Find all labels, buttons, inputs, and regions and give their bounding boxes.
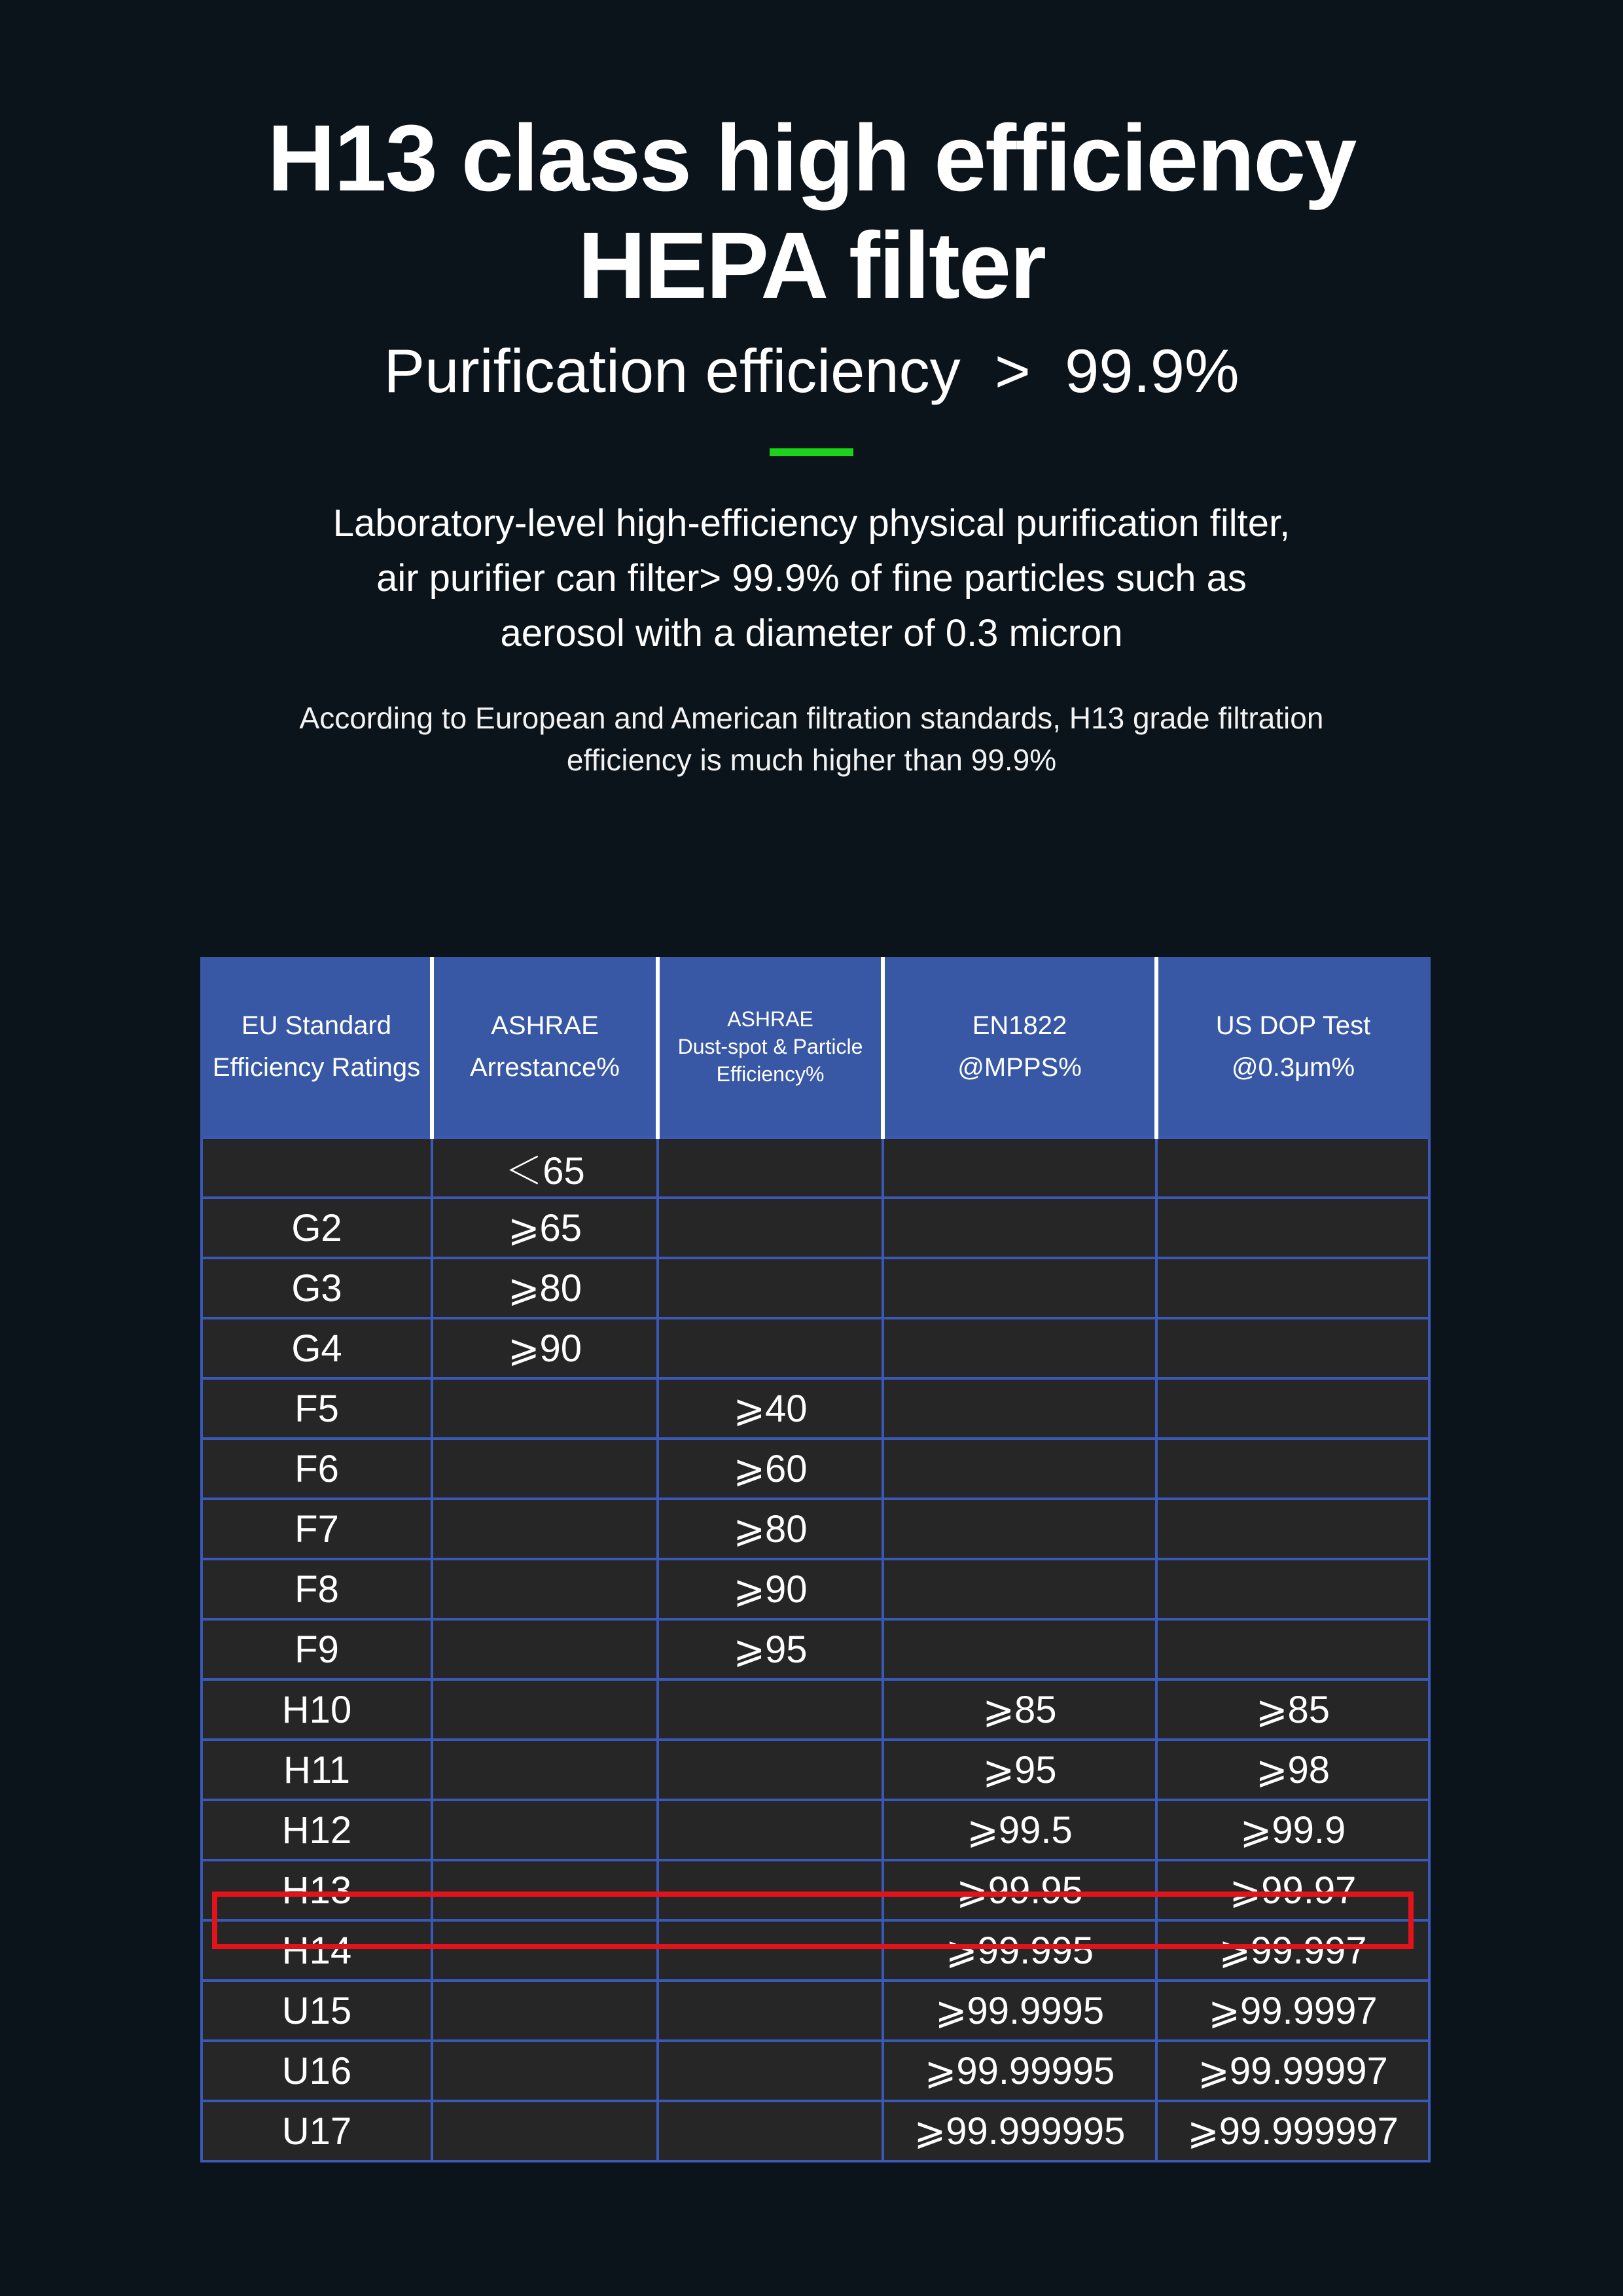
cell-arrestance [432, 2101, 658, 2161]
cell-arrestance: ＜65 [432, 1138, 658, 1198]
cell-en1822: ⩾85 [883, 1679, 1156, 1740]
header-text: Arrestance% [470, 1053, 620, 1082]
cell-en1822 [883, 1258, 1156, 1318]
cell-en1822: ⩾99.99995 [883, 2041, 1156, 2101]
cell-en1822 [883, 1198, 1156, 1258]
cell-en1822 [883, 1318, 1156, 1378]
cell-rating: F6 [202, 1439, 432, 1499]
cell-dust-spot [658, 2101, 883, 2161]
cell-rating: G4 [202, 1318, 432, 1378]
cell-dust-spot [658, 1258, 883, 1318]
table-row [202, 1679, 1429, 1740]
cell-arrestance [432, 1860, 658, 1920]
cell-dust-spot: ⩾60 [658, 1439, 883, 1499]
cell-dust-spot [658, 1800, 883, 1860]
cell-dust-spot [658, 1318, 883, 1378]
header-text: ASHRAE [491, 1011, 599, 1040]
header-text: @0.3μm% [1231, 1053, 1355, 1082]
cell-rating: F5 [202, 1378, 432, 1439]
cell-rating: H13 [202, 1860, 432, 1920]
cell-arrestance [432, 1619, 658, 1679]
cell-dust-spot [658, 1198, 883, 1258]
cell-arrestance [432, 1499, 658, 1559]
cell-us-dop: ⩾99.999997 [1156, 2101, 1429, 2161]
title-line-2: HEPA filter [577, 213, 1046, 318]
table-row [202, 1981, 1429, 2041]
table-row [202, 1619, 1429, 1679]
table-row [202, 1258, 1429, 1318]
header-us-dop-test [1156, 957, 1429, 1138]
cell-rating: H14 [202, 1920, 432, 1981]
table-row [202, 1378, 1429, 1439]
cell-en1822 [883, 1499, 1156, 1559]
header-text: EN1822 [972, 1011, 1067, 1040]
header-text: ASHRAE [727, 1007, 813, 1031]
cell-rating: U17 [202, 2101, 432, 2161]
cell-arrestance [432, 1679, 658, 1740]
table-row [202, 1559, 1429, 1619]
note-line-2: efficiency is much higher than 99.9% [566, 743, 1057, 777]
cell-arrestance: ⩾65 [432, 1198, 658, 1258]
subtitle: Purification efficiency > 99.9% [383, 336, 1240, 405]
cell-dust-spot [658, 1981, 883, 2041]
cell-en1822: ⩾99.999995 [883, 2101, 1156, 2161]
cell-us-dop [1156, 1258, 1429, 1318]
cell-arrestance [432, 1559, 658, 1619]
header-ashrae-dust-spot [658, 957, 883, 1138]
description-line-3: aerosol with a diameter of 0.3 micron [500, 612, 1123, 655]
header-en1822 [883, 957, 1156, 1138]
cell-us-dop: ⩾99.9997 [1156, 1981, 1429, 2041]
cell-us-dop: ⩾99.9 [1156, 1800, 1429, 1860]
cell-us-dop: ⩾99.99997 [1156, 2041, 1429, 2101]
table-row [202, 1800, 1429, 1860]
cell-arrestance [432, 1920, 658, 1981]
header-text: Efficiency Ratings [212, 1053, 421, 1082]
title-line-1: H13 class high efficiency [267, 105, 1356, 211]
table-row [202, 2041, 1429, 2101]
header-text: US DOP Test [1215, 1011, 1371, 1040]
description-line-2: air purifier can filter> 99.9% of fine particles such as [376, 557, 1247, 600]
cell-dust-spot: ⩾95 [658, 1619, 883, 1679]
cell-arrestance [432, 2041, 658, 2101]
cell-us-dop [1156, 1198, 1429, 1258]
cell-arrestance [432, 1800, 658, 1860]
cell-arrestance [432, 1439, 658, 1499]
cell-arrestance: ⩾80 [432, 1258, 658, 1318]
cell-us-dop [1156, 1499, 1429, 1559]
cell-dust-spot: ⩾90 [658, 1559, 883, 1619]
cell-en1822: ⩾99.9995 [883, 1981, 1156, 2041]
cell-en1822: ⩾99.995 [883, 1920, 1156, 1981]
cell-us-dop [1156, 1619, 1429, 1679]
cell-us-dop [1156, 1559, 1429, 1619]
table-header-row [202, 957, 1429, 1138]
cell-dust-spot [658, 1920, 883, 1981]
table-row [202, 1138, 1429, 1198]
cell-rating: H12 [202, 1800, 432, 1860]
cell-rating: G3 [202, 1258, 432, 1318]
cell-rating: H10 [202, 1679, 432, 1740]
filter-rating-table [200, 957, 1431, 2162]
cell-rating: F7 [202, 1499, 432, 1559]
page-title [0, 105, 1623, 319]
header-text: Dust-spot & Particle [677, 1035, 863, 1058]
cell-us-dop [1156, 1378, 1429, 1439]
table-row [202, 1198, 1429, 1258]
cell-us-dop: ⩾98 [1156, 1740, 1429, 1800]
cell-en1822 [883, 1439, 1156, 1499]
cell-arrestance [432, 1981, 658, 2041]
accent-divider [770, 448, 853, 456]
cell-dust-spot [658, 1138, 883, 1198]
filter-rating-table-container [200, 957, 1428, 2162]
table-row [202, 1920, 1429, 1981]
cell-us-dop: ⩾99.997 [1156, 1920, 1429, 1981]
cell-dust-spot [658, 1860, 883, 1920]
cell-us-dop [1156, 1439, 1429, 1499]
header-text: Efficiency% [716, 1062, 825, 1086]
cell-arrestance: ⩾90 [432, 1318, 658, 1378]
header-eu-standard [202, 957, 432, 1138]
cell-en1822: ⩾99.95 [883, 1860, 1156, 1920]
cell-dust-spot [658, 1740, 883, 1800]
description-line-1: Laboratory-level high-efficiency physical purification filter, [332, 502, 1291, 545]
cell-us-dop: ⩾85 [1156, 1679, 1429, 1740]
cell-rating: F9 [202, 1619, 432, 1679]
cell-us-dop: ⩾99.97 [1156, 1860, 1429, 1920]
cell-dust-spot [658, 1679, 883, 1740]
table-row [202, 2101, 1429, 2161]
table-row [202, 1740, 1429, 1800]
cell-en1822 [883, 1559, 1156, 1619]
cell-en1822 [883, 1378, 1156, 1439]
cell-en1822: ⩾99.5 [883, 1800, 1156, 1860]
cell-arrestance [432, 1740, 658, 1800]
cell-us-dop [1156, 1318, 1429, 1378]
table-row [202, 1318, 1429, 1378]
cell-en1822: ⩾95 [883, 1740, 1156, 1800]
cell-rating: H11 [202, 1740, 432, 1800]
table-row [202, 1499, 1429, 1559]
cell-rating: G2 [202, 1198, 432, 1258]
cell-arrestance [432, 1378, 658, 1439]
header-ashrae-arrestance [432, 957, 658, 1138]
table-row-highlighted [202, 1860, 1429, 1920]
cell-rating [202, 1138, 432, 1198]
cell-us-dop [1156, 1138, 1429, 1198]
cell-en1822 [883, 1138, 1156, 1198]
cell-dust-spot: ⩾80 [658, 1499, 883, 1559]
cell-dust-spot: ⩾40 [658, 1378, 883, 1439]
note-line-1: According to European and American filtration standards, H13 grade filtration [299, 701, 1324, 735]
cell-dust-spot [658, 2041, 883, 2101]
cell-rating: U16 [202, 2041, 432, 2101]
standards-note [0, 697, 1623, 781]
header-text: @MPPS% [957, 1053, 1082, 1082]
header-text: EU Standard [241, 1011, 392, 1040]
cell-en1822 [883, 1619, 1156, 1679]
table-row [202, 1439, 1429, 1499]
description [0, 496, 1623, 661]
cell-rating: F8 [202, 1559, 432, 1619]
cell-rating: U15 [202, 1981, 432, 2041]
